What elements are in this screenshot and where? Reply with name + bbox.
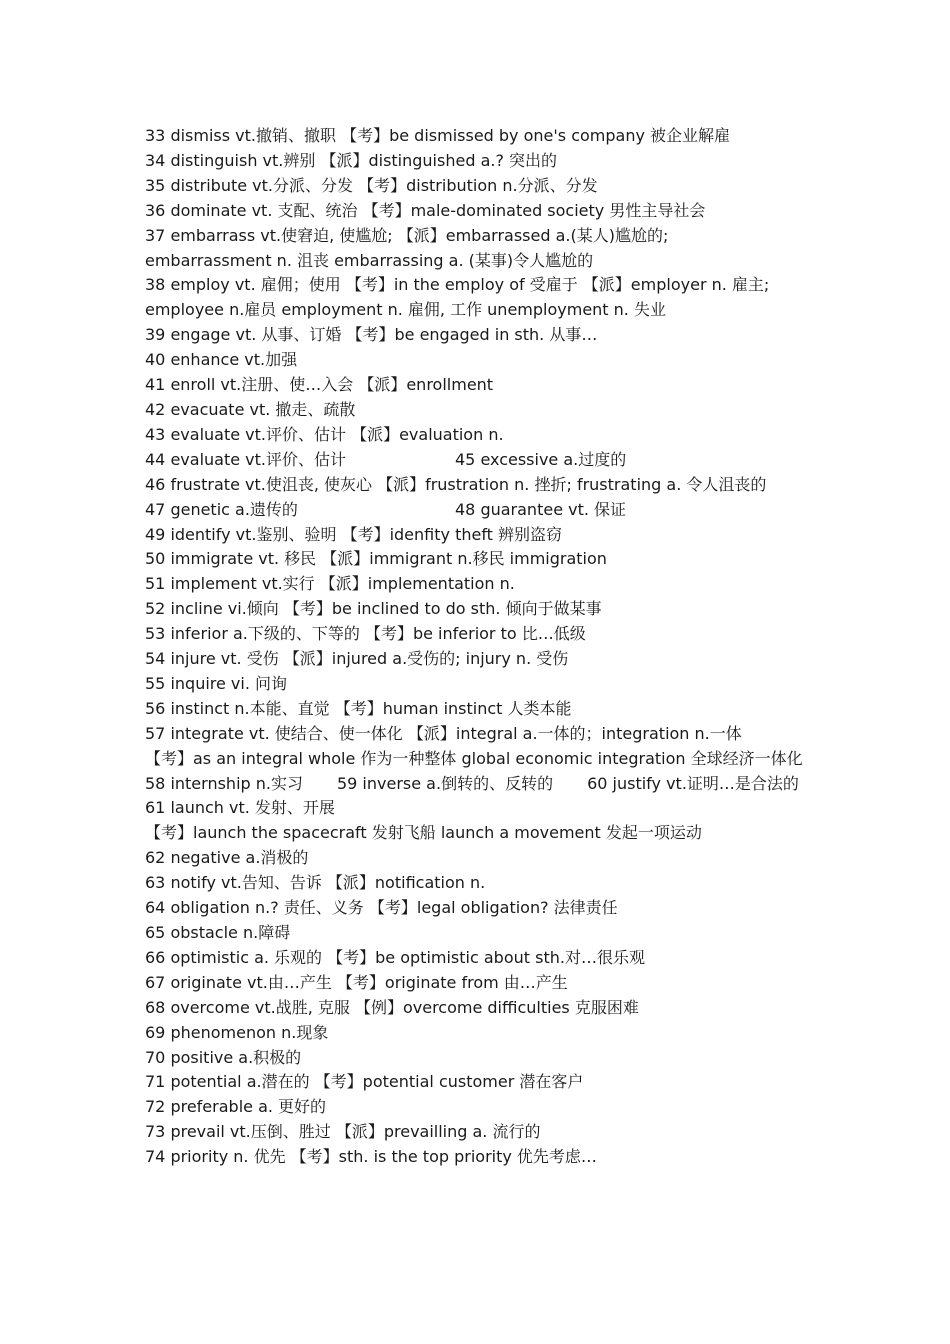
entry-35: 35 distribute vt.分派、分发 【考】distribution n.分派、分发 <box>145 175 598 195</box>
vocabulary-list <box>145 124 810 1170</box>
entry-69: 69 phenomenon n.现象 <box>145 1022 329 1042</box>
entry-37-cont: embarrassment n. 沮丧 embarrassing a. (某事)令人尴尬的 <box>145 250 594 270</box>
entry-44-45-row <box>145 448 810 473</box>
entry-60: 60 justify vt.证明…是合法的 <box>587 773 799 793</box>
entry-38: 38 employ vt. 雇佣；使用 【考】in the employ of 受雇于 【派】employer n. 雇主; <box>145 275 770 295</box>
entry-65: 65 obstacle n.障碍 <box>145 923 291 942</box>
entry-41: 41 enroll vt.注册、使…入会 【派】enrollment <box>145 375 494 395</box>
entry-58: 58 internship n.实习 <box>145 773 303 793</box>
entry-56: 56 instinct n.本能、直觉 【考】human instinct 人类本能 <box>145 698 572 718</box>
entry-34: 34 distinguish vt.辨别 【派】distinguished a.? 突出的 <box>145 150 558 170</box>
entry-40: 40 enhance vt.加强 <box>145 350 298 370</box>
entry-57-cont: 【考】as an integral whole 作为一种整体 global economic integration 全球经济一体化 <box>145 748 803 768</box>
entry-71: 71 potential a.潜在的 【考】potential customer 潜在客户 <box>145 1072 584 1092</box>
entry-47-48-row <box>145 498 810 523</box>
entry-42: 42 evacuate vt. 撤走、疏散 <box>145 399 356 419</box>
entry-38-cont: employee n.雇员 employment n. 雇佣, 工作 unemployment n. 失业 <box>145 300 666 320</box>
entry-48: 48 guarantee vt. 保证 <box>455 499 627 519</box>
entry-37: 37 embarrass vt.使窘迫, 使尴尬; 【派】embarrassed a.(某人)尴尬的; <box>145 225 669 245</box>
entry-61: 61 launch vt. 发射、开展 <box>145 798 335 818</box>
entry-45: 45 excessive a.过度的 <box>455 449 627 469</box>
entry-58-60-row <box>145 772 810 797</box>
entry-39: 39 engage vt. 从事、订婚 【考】be engaged in sth. 从事… <box>145 325 598 345</box>
entry-36: 36 dominate vt. 支配、统治 【考】male-dominated society 男性主导社会 <box>145 200 706 220</box>
entry-62: 62 negative a.消极的 <box>145 848 309 868</box>
entry-73: 73 prevail vt.压倒、胜过 【派】prevailling a. 流行的 <box>145 1122 541 1142</box>
entry-53: 53 inferior a.下级的、下等的 【考】be inferior to 比…低级 <box>145 624 586 644</box>
entry-68: 68 overcome vt.战胜, 克服 【例】overcome difficulties 克服困难 <box>145 997 639 1017</box>
entry-64: 64 obligation n.? 责任、义务 【考】legal obligation? 法律责任 <box>145 898 618 918</box>
entry-55: 55 inquire vi. 问询 <box>145 673 288 693</box>
entry-67: 67 originate vt.由…产生 【考】originate from 由…产生 <box>145 972 568 992</box>
entry-43: 43 evaluate vt.评价、估计 【派】evaluation n. <box>145 424 504 444</box>
entry-61-cont: 【考】launch the spacecraft 发射飞船 launch a movement 发起一项运动 <box>145 823 702 843</box>
entry-49: 49 identify vt.鉴别、验明 【考】idenfity theft 辨别盗窃 <box>145 524 563 544</box>
entry-51: 51 implement vt.实行 【派】implementation n. <box>145 574 515 594</box>
entry-44: 44 evaluate vt.评价、估计 <box>145 449 346 469</box>
entry-63: 63 notify vt.告知、告诉 【派】notification n. <box>145 873 486 893</box>
entry-66: 66 optimistic a. 乐观的 【考】be optimistic about sth.对…很乐观 <box>145 947 645 967</box>
entry-54: 54 injure vt. 受伤 【派】injured a.受伤的; injury n. 受伤 <box>145 649 569 669</box>
entry-46: 46 frustrate vt.使沮丧, 使灰心 【派】frustration n. 挫折; frustrating a. 令人沮丧的 <box>145 474 767 494</box>
entry-70: 70 positive a.积极的 <box>145 1047 302 1067</box>
entry-59: 59 inverse a.倒转的、反转的 <box>336 773 554 793</box>
entry-50: 50 immigrate vt. 移民 【派】immigrant n.移民 immigration <box>145 549 607 569</box>
entry-72: 72 preferable a. 更好的 <box>145 1097 327 1117</box>
entry-52: 52 incline vi.倾向 【考】be inclined to do sth. 倾向于做某事 <box>145 599 602 619</box>
entry-74: 74 priority n. 优先 【考】sth. is the top priority 优先考虑… <box>145 1147 597 1167</box>
entry-33: 33 dismiss vt.撤销、撤职 【考】be dismissed by one's company 被企业解雇 <box>145 126 731 145</box>
entry-57: 57 integrate vt. 使结合、使一体化 【派】integral a.一体的；integration n.一体 <box>145 723 742 743</box>
entry-47: 47 genetic a.遗传的 <box>145 499 298 519</box>
